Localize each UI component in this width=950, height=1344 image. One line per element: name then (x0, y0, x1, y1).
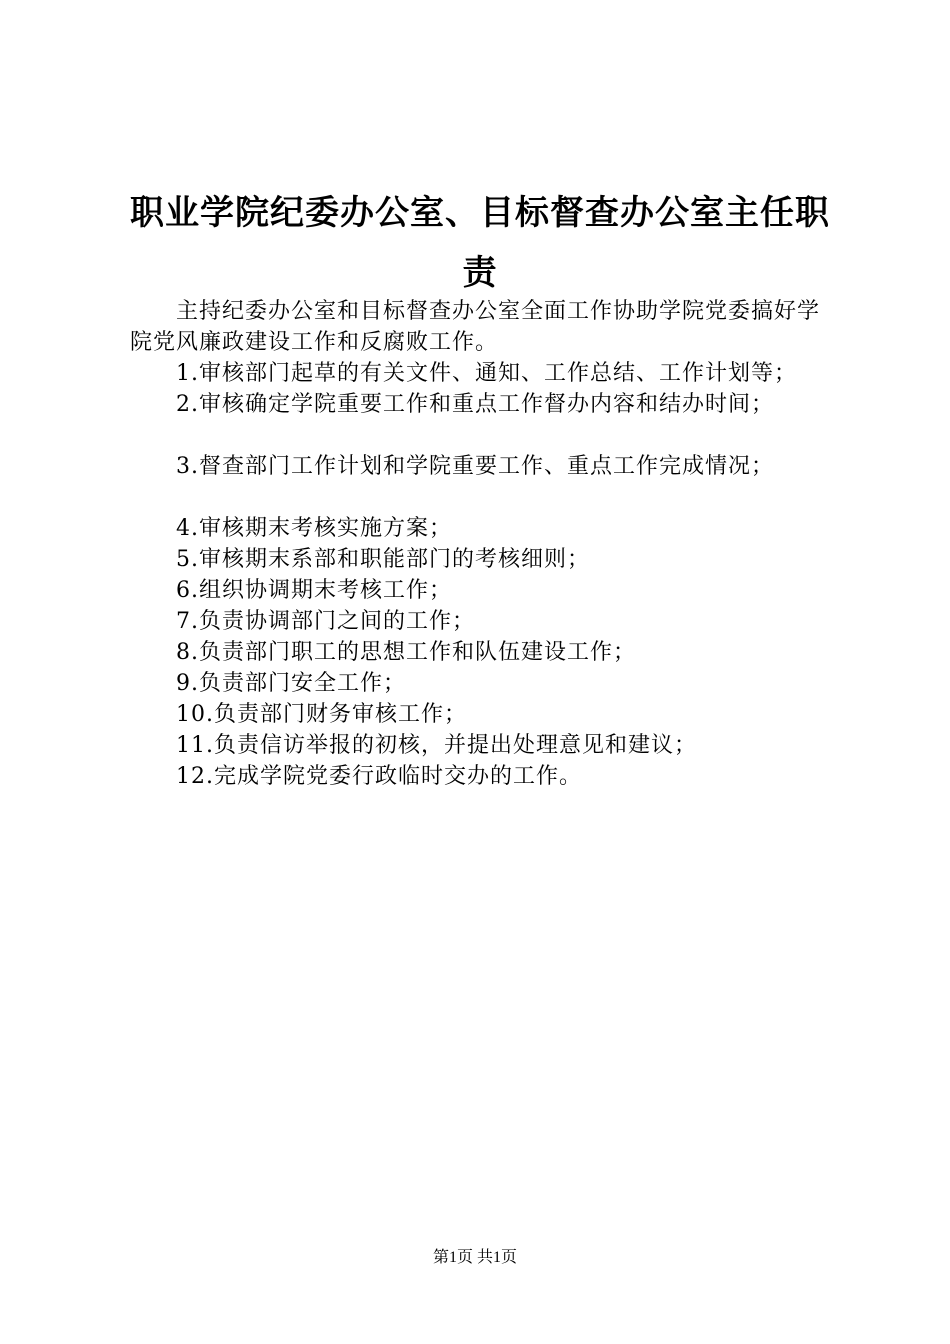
list-item: 5.审核期末系部和职能部门的考核细则； (176, 547, 590, 572)
list-item: 11.负责信访举报的初核，并提出处理意见和建议； (176, 733, 697, 758)
intro-paragraph: 主持纪委办公室和目标督查办公室全面工作协助学院党委搞好学院党风廉政建设工作和反腐败工作。 (130, 299, 821, 355)
document-title: 职业学院纪委办公室、目标督查办公室主任职责 (130, 193, 830, 293)
list-item: 6.组织协调期末考核工作； (176, 578, 452, 603)
list-item: 4.审核期末考核实施方案； (176, 516, 452, 541)
list-item: 3.督查部门工作计划和学院重要工作、重点工作完成情况； (176, 454, 774, 479)
list-item: 10.负责部门财务审核工作； (176, 702, 467, 727)
list-item: 2.审核确定学院重要工作和重点工作督办内容和结办时间； (176, 392, 774, 417)
document-body (130, 296, 832, 792)
page-footer: 第1页 共1页 (432, 1249, 517, 1266)
list-item: 12.完成学院党委行政临时交办的工作。 (176, 764, 582, 789)
list-item: 1.审核部门起草的有关文件、通知、工作总结、工作计划等； (176, 361, 797, 386)
list-item: 8.负责部门职工的思想工作和队伍建设工作； (176, 640, 636, 665)
list-item: 9.负责部门安全工作； (176, 671, 406, 696)
list-item: 7.负责协调部门之间的工作； (176, 609, 475, 634)
